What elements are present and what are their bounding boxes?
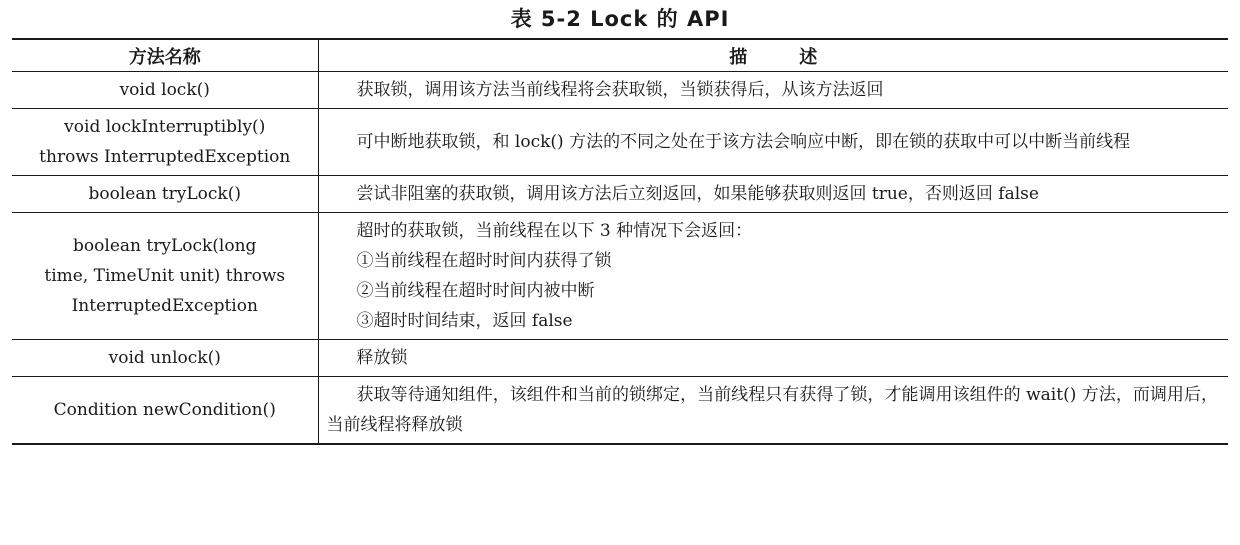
method-text: boolean tryLock(long [73, 236, 257, 256]
description-cell [318, 377, 1228, 445]
table-row [12, 377, 1228, 445]
table-caption: 表 5-2 Lock 的 API [510, 7, 730, 31]
description-text: 释放锁 [356, 348, 408, 368]
method-text: InterruptedException [71, 296, 258, 316]
description-cell [318, 176, 1228, 213]
method-cell [12, 109, 318, 176]
table-row [12, 176, 1228, 213]
table-row [12, 340, 1228, 377]
description-text: 尝试非阻塞的获取锁，调用该方法后立刻返回，如果能够获取则返回 true，否则返回 false [356, 184, 1039, 204]
description-text: 获取等待通知组件，该组件和当前的锁绑定，当前线程只有获得了锁，才能调用该组件的 wait() 方法，而调用后，当前线程将释放锁 [326, 385, 1218, 435]
description-text: 超时的获取锁，当前线程在以下 3 种情况下会返回： [356, 221, 753, 241]
method-text: void lock() [119, 80, 210, 100]
description-cell [318, 109, 1228, 176]
description-text: 可中断地获取锁，和 lock() 方法的不同之处在于该方法会响应中断，即在锁的获取中可以中断当前线程 [356, 132, 1131, 152]
description-cell [318, 340, 1228, 377]
method-text: void unlock() [108, 348, 221, 368]
method-cell [12, 340, 318, 377]
method-cell [12, 176, 318, 213]
description-text: 获取锁，调用该方法当前线程将会获取锁，当锁获得后，从该方法返回 [356, 80, 884, 100]
method-text: void lockInterruptibly() [64, 117, 266, 137]
method-cell [12, 72, 318, 109]
header-method-name: 方法名称 [12, 39, 318, 72]
table-row [12, 109, 1228, 176]
header-description: 描述 [318, 39, 1228, 72]
method-cell [12, 377, 318, 445]
method-text: Condition newCondition() [53, 400, 276, 420]
method-cell [12, 213, 318, 340]
description-list-item: ③超时时间结束，返回 false [356, 311, 573, 331]
method-text: time, TimeUnit unit) throws [44, 266, 286, 286]
method-text: throws InterruptedException [39, 147, 291, 167]
table-header-row [12, 39, 1228, 72]
description-cell [318, 213, 1228, 340]
table-row [12, 72, 1228, 109]
method-text: boolean tryLock() [88, 184, 241, 204]
description-list-item: ②当前线程在超时时间内被中断 [356, 281, 595, 301]
table-row [12, 213, 1228, 340]
description-cell [318, 72, 1228, 109]
description-list-item: ①当前线程在超时时间内获得了锁 [356, 251, 612, 271]
lock-api-table [12, 38, 1228, 445]
